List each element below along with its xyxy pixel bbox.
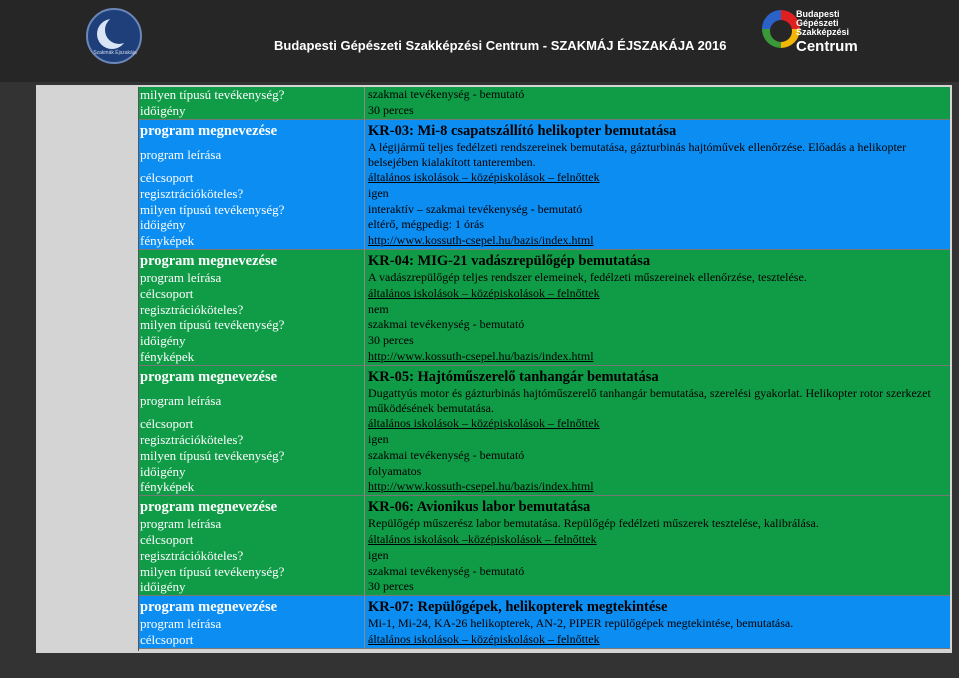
szakmak-ejszakaja-logo[interactable]: [86, 8, 142, 64]
program-name-label: program megnevezése: [139, 366, 365, 386]
row-label: fényképek: [139, 233, 365, 249]
table-row: [139, 103, 950, 119]
row-label: milyen típusú tevékenység?: [139, 87, 365, 103]
row-label: időigény: [139, 333, 365, 349]
row-value: igen: [368, 431, 389, 446]
table-row: [139, 233, 950, 249]
row-value: 30 perces: [368, 333, 414, 348]
table-row: [139, 579, 950, 595]
table-row: [139, 250, 950, 270]
row-label: időigény: [139, 579, 365, 595]
row-label: milyen típusú tevékenység?: [139, 202, 365, 218]
logo-word-1: Budapesti: [796, 9, 840, 19]
program-name: KR-06: Avionikus labor bemutatása: [368, 499, 591, 516]
table-row: [139, 416, 950, 432]
row-label: fényképek: [139, 479, 365, 495]
photos-link[interactable]: http://www.kossuth-csepel.hu/bazis/index.html: [368, 479, 594, 494]
logo-word-2: Gépészeti: [796, 18, 839, 28]
program-desc-label: program leírása: [139, 616, 365, 632]
program-name-label: program megnevezése: [139, 120, 365, 140]
table-row: [139, 302, 950, 318]
site-header: [0, 0, 959, 82]
table-row: [139, 87, 950, 103]
program-block: [139, 87, 950, 120]
table-row: [139, 386, 950, 416]
program-block-kr03: [139, 120, 950, 250]
row-label: regisztrációköteles?: [139, 302, 365, 318]
row-value: interaktív – szakmai tevékenység - bemutató: [368, 201, 583, 216]
row-label: milyen típusú tevékenység?: [139, 564, 365, 580]
page-title: Budapesti Gépészeti Szakképzési Centrum - SZAKMÁJ ÉJSZAKÁJA 2016: [274, 38, 727, 53]
program-desc-label: program leírása: [139, 516, 365, 532]
program-name: KR-05: Hajtóműszerelő tanhangár bemutatása: [368, 368, 659, 385]
moon-shadow: [105, 16, 133, 44]
program-desc-label: program leírása: [139, 270, 365, 286]
program-block-kr04: [139, 250, 950, 366]
program-desc: Mi-1, Mi-24, KA-26 helikopterek, AN-2, PIPER repülőgépek megtekintése, bemutatása.: [368, 616, 794, 631]
table-row: [139, 270, 950, 286]
row-value: nem: [368, 301, 389, 316]
target-group: általános iskolások – középiskolások – felnőttek: [368, 631, 600, 646]
row-value: folyamatos: [368, 463, 422, 478]
row-label: célcsoport: [139, 170, 365, 186]
table-row: [139, 349, 950, 365]
target-group: általános iskolások –középiskolások – felnőttek: [368, 531, 597, 546]
program-desc: Dugattyús motor és gázturbinás hajtóműszerelő tanhangár bemutatása, szerelési gyakorlat. Helikopter rotor szerkezet működésének bemutatása.: [368, 385, 931, 415]
table-row: [139, 596, 950, 616]
program-desc: Repülőgép műszerész labor bemutatása. Repülőgép fedélzeti műszerek tesztelése, kalibrálása.: [368, 516, 819, 531]
row-label: időigény: [139, 464, 365, 480]
row-label: időigény: [139, 217, 365, 233]
row-value: igen: [368, 547, 389, 562]
table-row: [139, 286, 950, 302]
table-row: [139, 186, 950, 202]
row-label: célcsoport: [139, 632, 365, 648]
target-group: általános iskolások – középiskolások – felnőttek: [368, 285, 600, 300]
photos-link[interactable]: http://www.kossuth-csepel.hu/bazis/index.html: [368, 233, 594, 248]
row-value: eltérő, mégpedig: 1 órás: [368, 217, 484, 232]
row-label: regisztrációköteles?: [139, 432, 365, 448]
row-label: regisztrációköteles?: [139, 186, 365, 202]
row-label: időigény: [139, 103, 365, 119]
row-value: 30 perces: [368, 579, 414, 594]
logo-left-text: Szakmák Éjszakája: [93, 50, 137, 56]
target-group: általános iskolások – középiskolások – felnőttek: [368, 170, 600, 184]
table-row: [139, 548, 950, 564]
row-value: szakmai tevékenység - bemutató: [368, 447, 525, 462]
program-name-label: program megnevezése: [139, 596, 365, 616]
row-value: 30 perces: [368, 102, 414, 117]
table-row: [139, 532, 950, 548]
row-label: milyen típusú tevékenység?: [139, 448, 365, 464]
table-row: [139, 333, 950, 349]
row-value: szakmai tevékenység - bemutató: [368, 317, 525, 332]
logo-word-3: Szakképzési: [796, 27, 850, 37]
row-label: célcsoport: [139, 532, 365, 548]
logo-word-4: Centrum: [796, 38, 858, 55]
row-value: szakmai tevékenység - bemutató: [368, 563, 525, 578]
program-desc: A légijármű teljes fedélzeti rendszereinek bemutatása, gázturbinás hajtóművek ellenőrzése. Előadás a helikopter belsejében kialakított tanteremben.: [368, 139, 907, 169]
table-row: [139, 464, 950, 480]
table-row: [139, 170, 950, 186]
table-row: [139, 217, 950, 233]
row-label: milyen típusú tevékenység?: [139, 317, 365, 333]
program-block-kr05: [139, 366, 950, 496]
program-desc: A vadászrepülőgép teljes rendszer elemeinek, fedélzeti műszereinek ellenőrzése, tesztelése.: [368, 269, 807, 284]
program-table: [138, 87, 950, 651]
program-desc-label: program leírása: [139, 140, 365, 170]
row-label: fényképek: [139, 349, 365, 365]
row-label: célcsoport: [139, 416, 365, 432]
program-block-kr07: [139, 596, 950, 649]
row-value: szakmai tevékenység - bemutató: [368, 87, 525, 101]
row-value: igen: [368, 185, 389, 200]
table-row: [139, 516, 950, 532]
photos-link[interactable]: http://www.kossuth-csepel.hu/bazis/index.html: [368, 348, 594, 363]
table-row: [139, 202, 950, 218]
table-row: [139, 479, 950, 495]
program-name: KR-07: Repülőgépek, helikopterek megtekintése: [368, 599, 668, 616]
table-row: [139, 120, 950, 140]
target-group: általános iskolások – középiskolások – felnőttek: [368, 416, 600, 431]
table-row: [139, 140, 950, 170]
table-row: [139, 432, 950, 448]
table-row: [139, 616, 950, 632]
table-row: [139, 564, 950, 580]
program-name-label: program megnevezése: [139, 496, 365, 516]
row-label: célcsoport: [139, 286, 365, 302]
program-desc-label: program leírása: [139, 386, 365, 416]
table-row: [139, 317, 950, 333]
program-block-kr06: [139, 496, 950, 596]
program-name: KR-04: MIG-21 vadászrepülőgép bemutatása: [368, 252, 651, 269]
table-row: [139, 496, 950, 516]
table-row: [139, 632, 950, 648]
logo-ring-icon: [762, 10, 800, 48]
table-row: [139, 366, 950, 386]
program-name-label: program megnevezése: [139, 250, 365, 270]
bgszc-logo[interactable]: [762, 8, 862, 58]
table-row: [139, 448, 950, 464]
program-name: KR-03: Mi-8 csapatszállító helikopter bemutatása: [368, 122, 677, 139]
row-label: regisztrációköteles?: [139, 548, 365, 564]
